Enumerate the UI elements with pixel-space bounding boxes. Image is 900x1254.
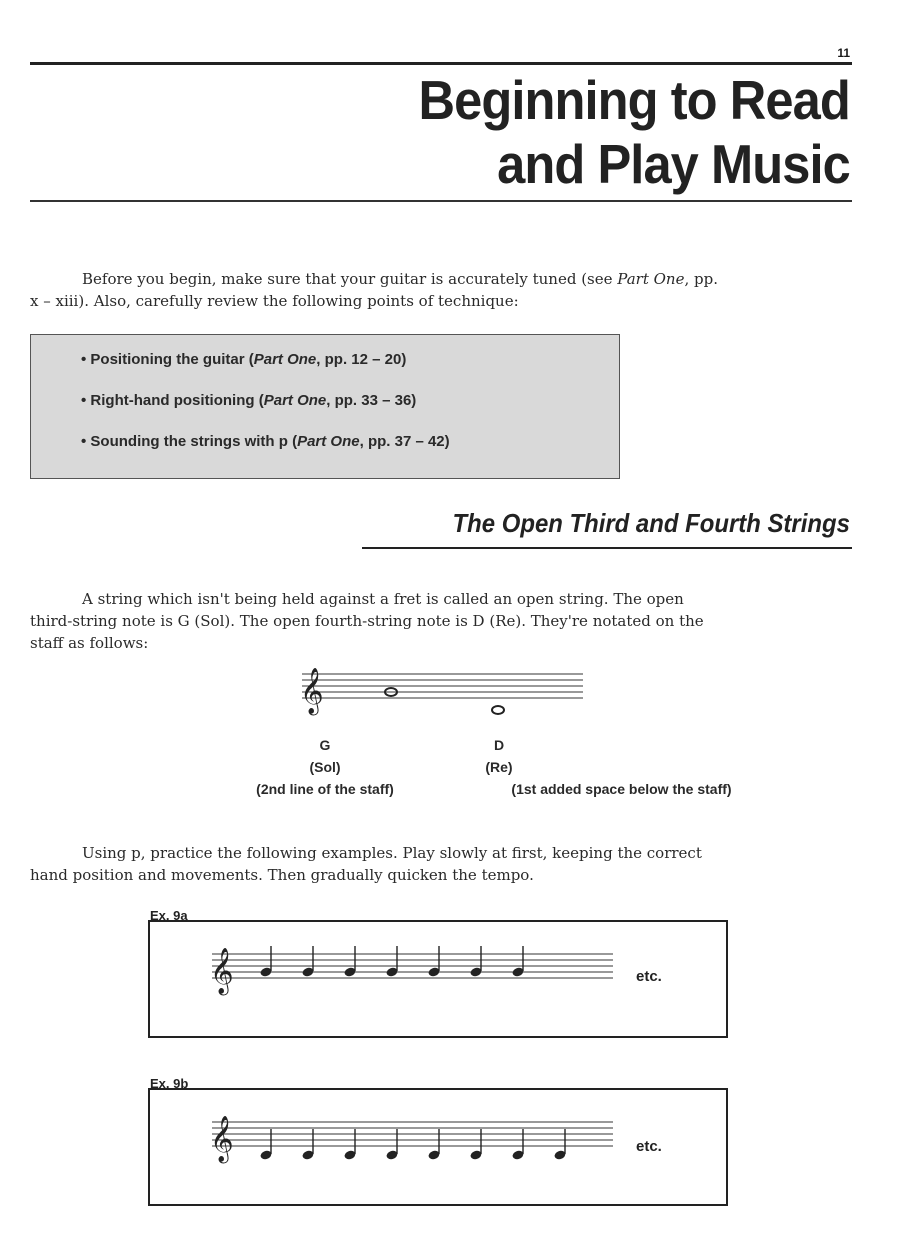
intro-emphasis: Part One <box>617 270 685 288</box>
note-g-solfege: (Sol) <box>309 759 341 775</box>
technique-review-box <box>30 334 620 479</box>
note-d-position: (1st added space below the staff) <box>511 781 732 797</box>
example-9a-notes <box>259 946 524 978</box>
section-heading: The Open Third and Fourth Strings <box>452 508 850 538</box>
example-9b-staff-lines <box>212 1122 613 1146</box>
intro-paragraph <box>30 268 730 312</box>
section-heading-rule <box>362 547 852 549</box>
review-point-1: • Positioning the guitar (Part One, pp. 12 – 20) <box>81 351 407 368</box>
example-9b-label: Ex. 9b <box>150 1076 189 1091</box>
treble-clef-icon: 𝄞 <box>300 668 324 714</box>
note-d-whole <box>492 706 504 714</box>
intro-text-2: , pp. x – xiii). Also, carefully review the following points of technique: <box>30 270 718 310</box>
example-9b-etc: etc. <box>636 1138 662 1155</box>
note-d-name: D <box>493 737 505 753</box>
treble-clef-icon: 𝄞 <box>210 1116 234 1162</box>
review-point-3: • Sounding the strings with p (Part One, pp. 37 – 42) <box>81 433 450 450</box>
example-9a-label: Ex. 9a <box>150 908 188 923</box>
title-rule-bottom <box>30 200 852 202</box>
example-9a-staff <box>208 942 618 1002</box>
note-d-label <box>474 734 769 800</box>
title-rule-top <box>30 62 852 65</box>
staff-lines <box>302 674 583 698</box>
note-d-solfege: (Re) <box>485 759 513 775</box>
treble-clef-icon: 𝄞 <box>210 948 234 994</box>
example-9a-staff-lines <box>212 954 613 978</box>
note-g-position: (2nd line of the staff) <box>256 781 394 797</box>
example-9b-staff <box>208 1110 618 1170</box>
note-g-name: G <box>319 737 331 753</box>
review-point-2: • Right-hand positioning (Part One, pp. 33 – 36) <box>81 392 417 409</box>
title-line-1: Beginning to Read <box>418 69 850 131</box>
page-title <box>419 68 850 196</box>
note-illustration-staff <box>298 664 588 724</box>
intro-text-1: Before you begin, make sure that your guitar is accurately tuned (see <box>82 270 618 288</box>
practice-paragraph: Using p, practice the following examples. Play slowly at first, keeping the correct hand position and movements. Then gradually quicken the tempo. <box>30 844 702 884</box>
example-9a-etc: etc. <box>636 968 662 985</box>
title-line-2: and Play Music <box>497 133 850 195</box>
page-number: 11 <box>837 46 850 60</box>
open-strings-paragraph: A string which isn't being held against a fret is called an open string. The open third-string note is G (Sol). The open fourth-string note is D (Re). They're notated on the staff as follows: <box>30 590 704 652</box>
